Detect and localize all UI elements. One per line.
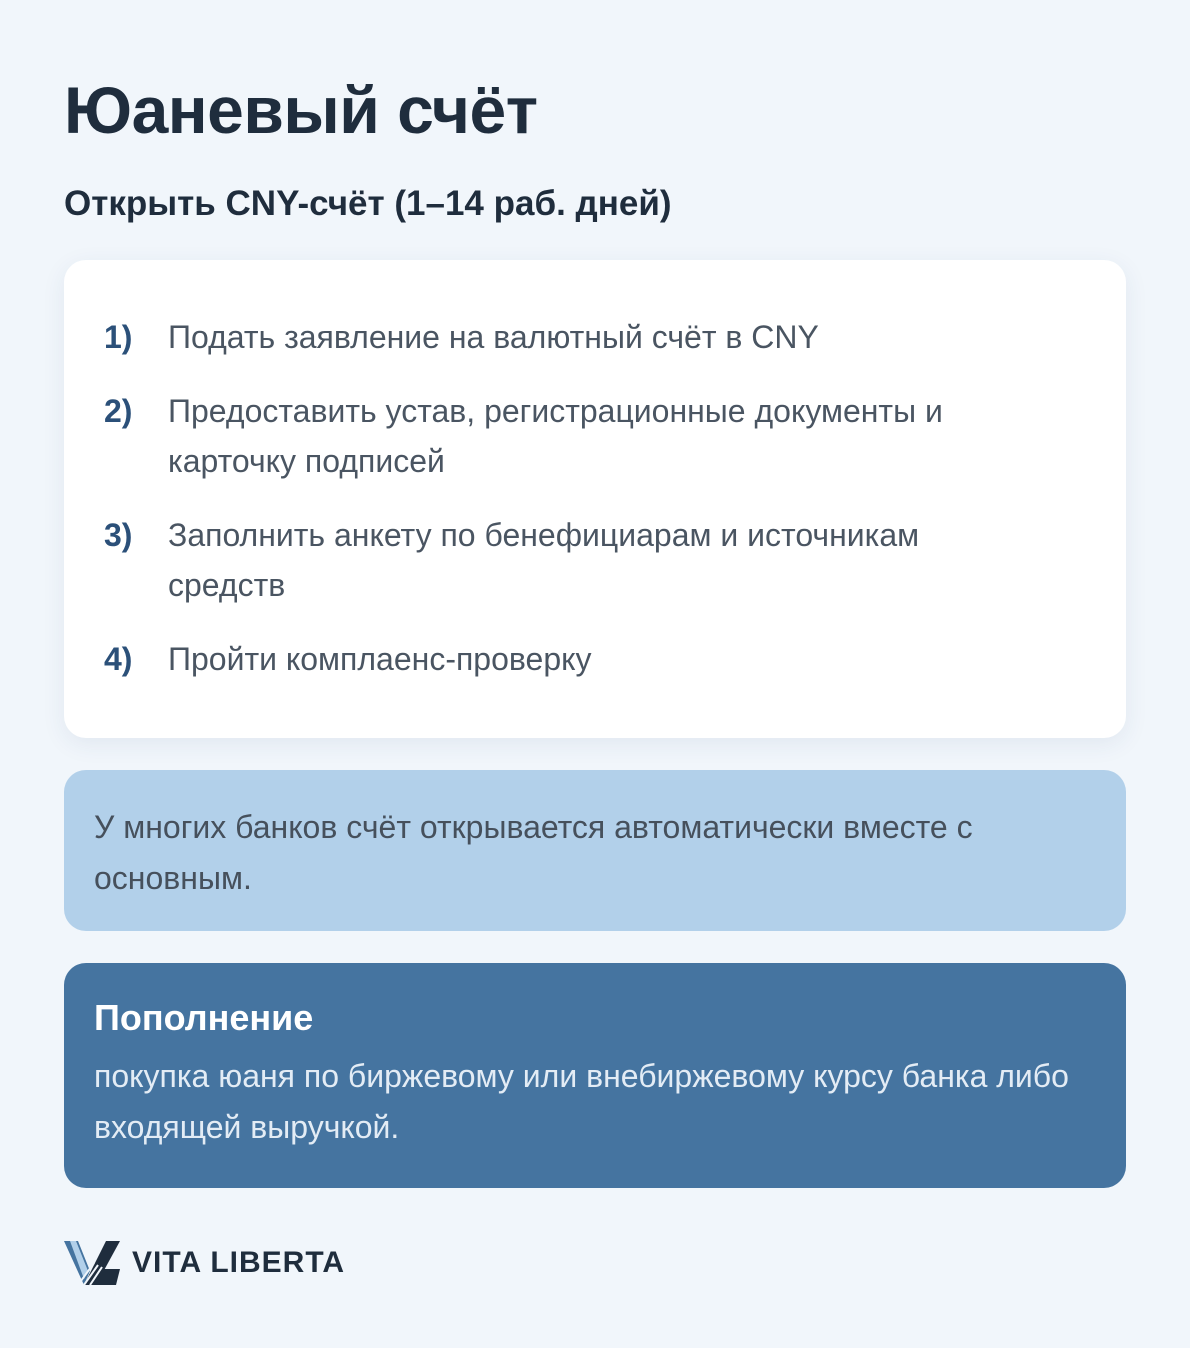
topup-title: Пополнение: [94, 997, 314, 1038]
step-item-1: [104, 312, 1086, 362]
vita-liberta-logo-icon: [64, 1241, 120, 1285]
step-item-3: [104, 510, 1086, 610]
step-number: 2): [104, 393, 133, 429]
topup-card: [64, 963, 1126, 1188]
topup-text: покупка юаня по биржевому или внебиржевому курсу банка либо входящей выручкой.: [94, 1058, 1069, 1145]
step-text: Пройти комплаенс-проверку: [168, 641, 592, 677]
info-note-text: У многих банков счёт открывается автоматически вместе с основным.: [94, 809, 973, 896]
step-text: Заполнить анкету по бенефициарам и источникам средств: [168, 517, 920, 603]
step-number: 4): [104, 641, 133, 677]
step-number: 1): [104, 319, 133, 355]
step-text: Подать заявление на валютный счёт в CNY: [168, 319, 819, 355]
brand-logo: [64, 1240, 345, 1286]
page-title: Юаневый счёт: [64, 73, 538, 147]
brand-name: VITA LIBERTA: [132, 1246, 346, 1279]
page-subtitle: Открыть CNY-счёт (1–14 раб. дней): [64, 184, 672, 223]
step-text: Предоставить устав, регистрационные документы и карточку подписей: [168, 393, 943, 479]
step-item-2: [104, 386, 1086, 486]
step-number: 3): [104, 517, 133, 553]
info-note-card: [64, 770, 1126, 931]
step-item-4: [104, 634, 1086, 684]
steps-card: [64, 260, 1126, 738]
